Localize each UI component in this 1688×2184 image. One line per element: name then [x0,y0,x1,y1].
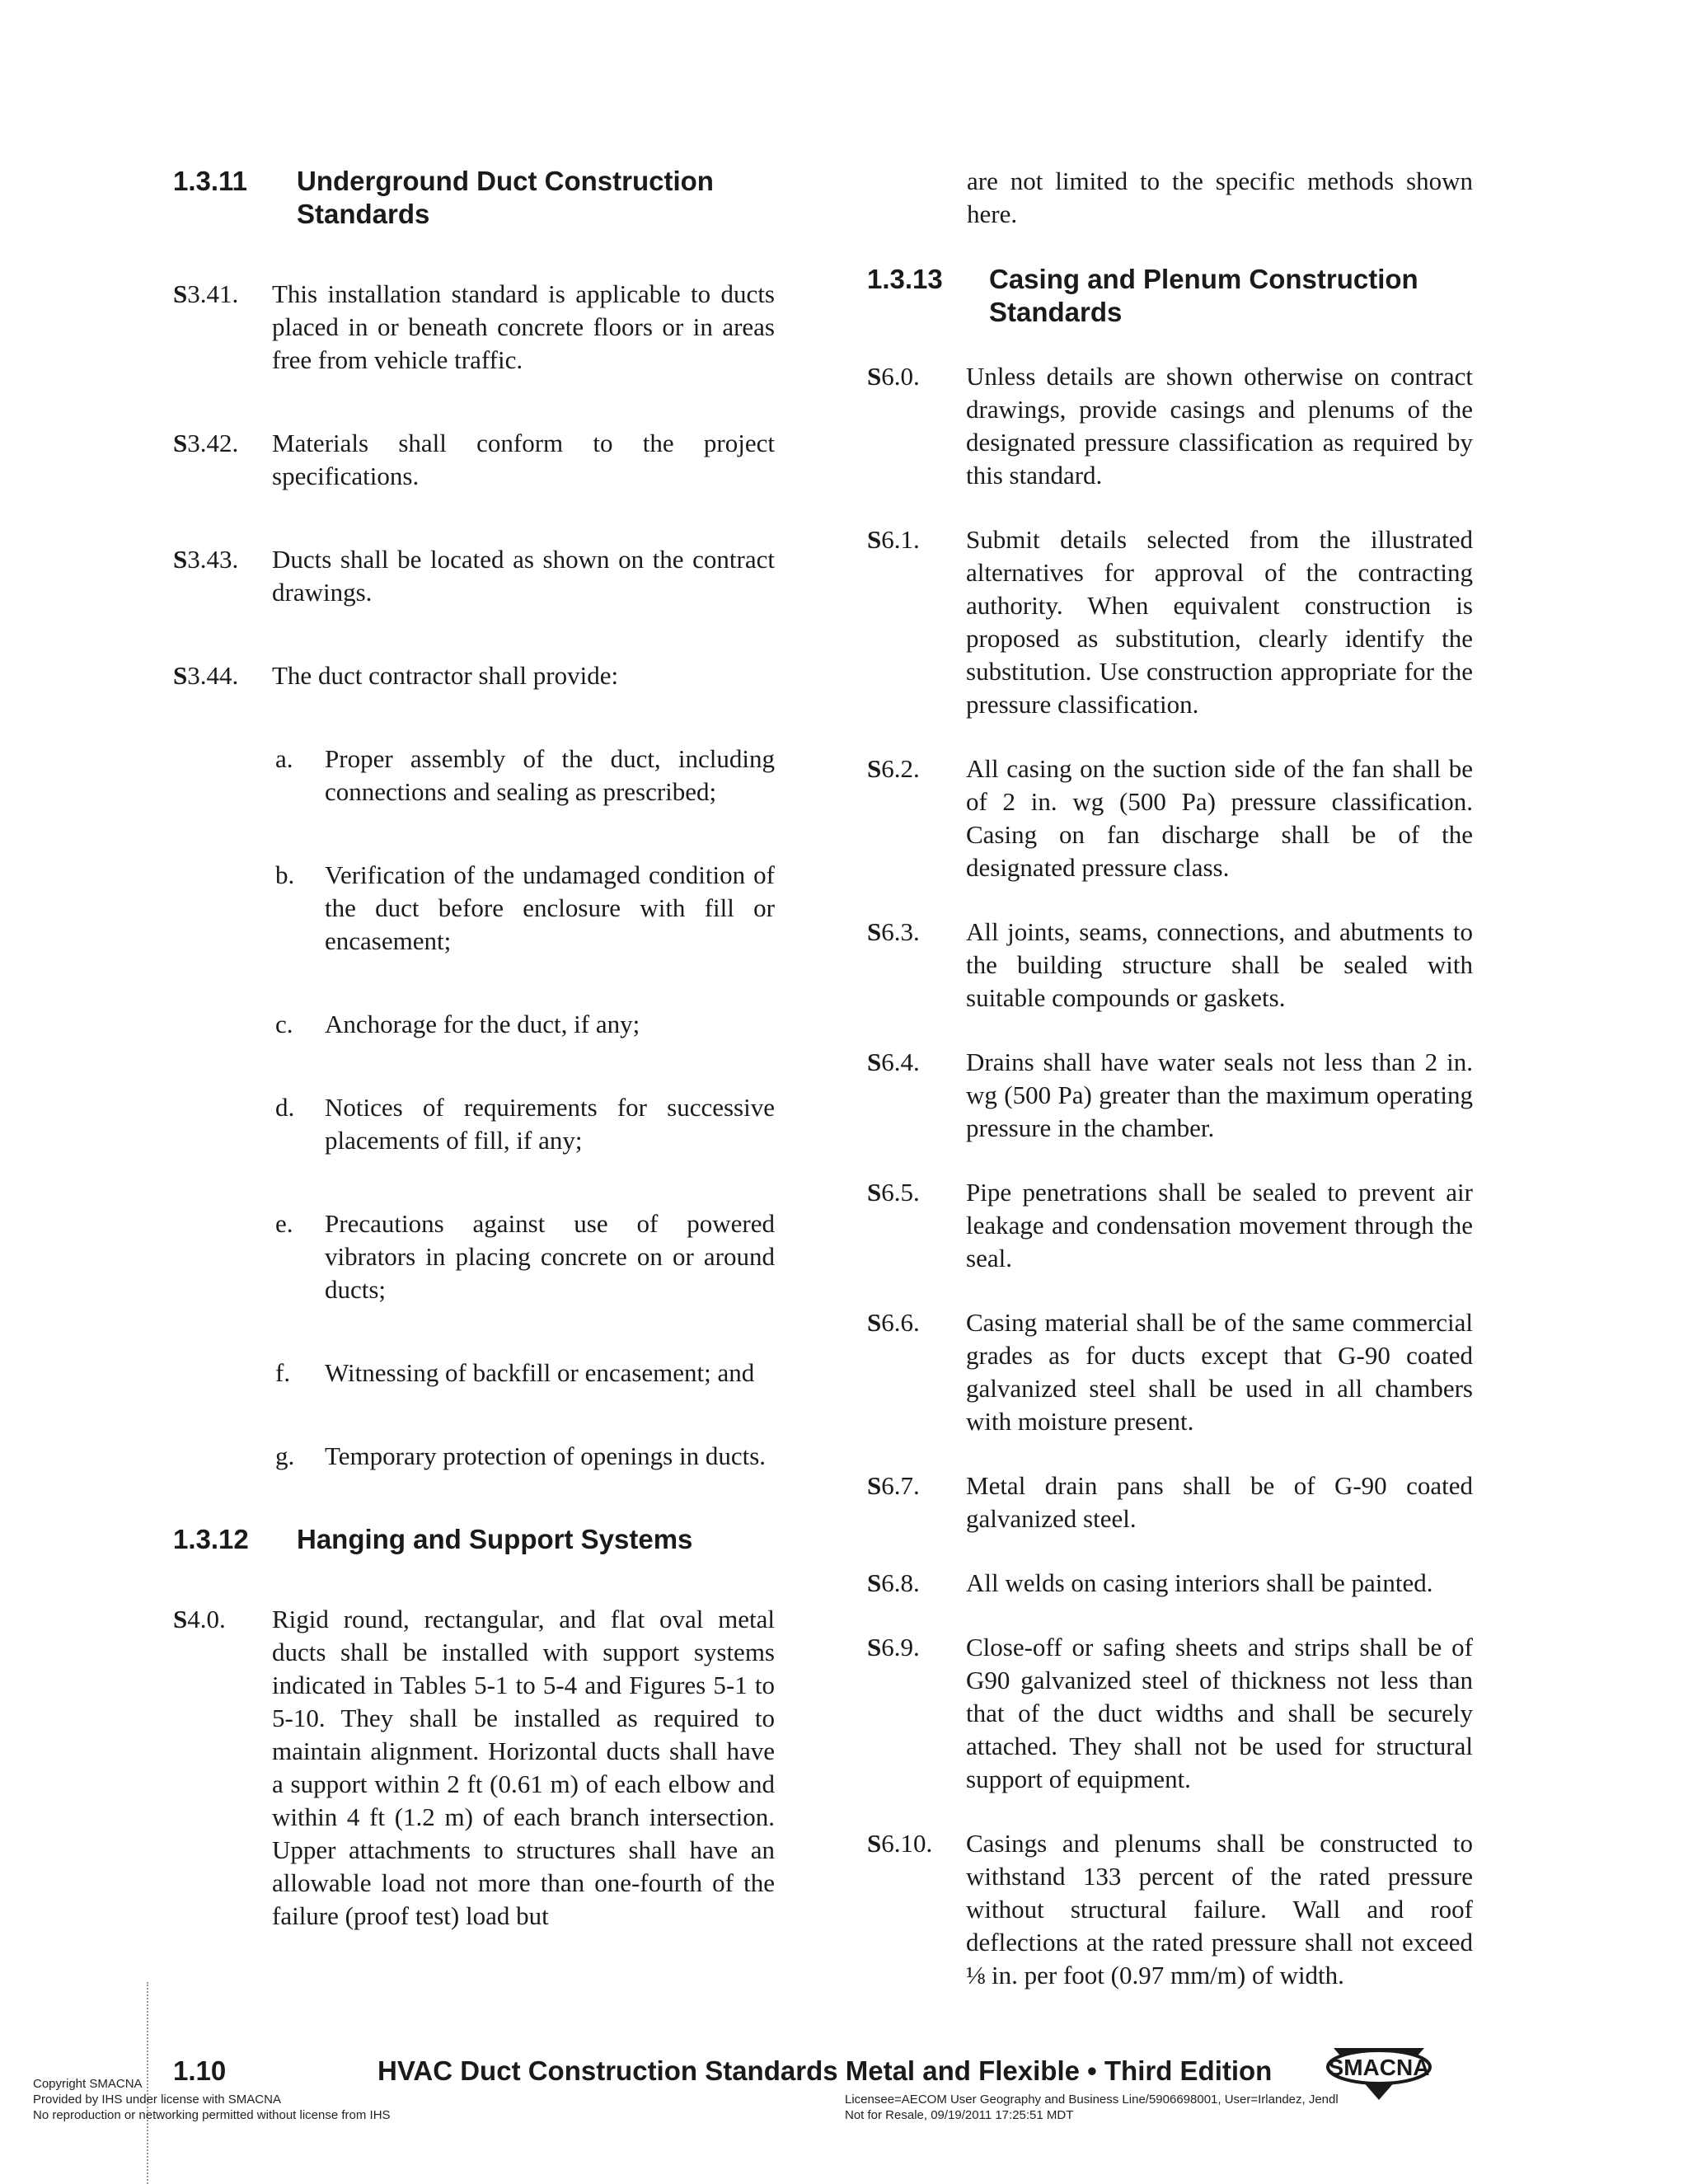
list-item-label: a. [275,744,293,773]
paragraph-text: Casings and plenums shall be constructed to withstand 133 percent of the rated pressure without structural failure. Wall and roof deflections at the rated pressure shall not exceed ⅛ in. per foot (0.97 mm/m) of width. [966,1829,1473,1990]
paragraph-s3-43 [173,543,775,609]
section-title: Casing and Plenum Construction Standards [989,264,1418,327]
section-number: 1.3.12 [173,1524,249,1554]
paragraph-label: S6.7. [867,1471,920,1500]
paragraph-text: Unless details are shown otherwise on contract drawings, provide casings and plenums of the designated pressure classification as required by this standard. [966,362,1473,490]
list-item-label: e. [275,1209,293,1238]
paragraph-text: All welds on casing interiors shall be painted. [966,1568,1433,1597]
list-item-g [275,1440,775,1473]
paragraph-text: Rigid round, rectangular, and flat oval metal ducts shall be installed with support systems indicated in Tables 5-1 to 5-4 and Figures 5-1 to 5-10. They shall be installed as required to maintain alignment. Horizontal ducts shall have a support within 2 ft (0.61 m) of each elbow and within 4 ft (1.2 m) of each branch intersection. Upper attachments to structures shall have an allowable load not more than one-fourth of the failure (proof test) load but [272,1605,775,1930]
list-item-label: b. [275,860,295,889]
section-heading-1-3-11 [173,165,775,231]
paragraph-s6-2 [867,752,1473,884]
section-title: Underground Duct Construction Standards [297,166,714,229]
paragraph-label: S6.4. [867,1047,920,1076]
paragraph-label: S3.44. [173,661,239,690]
paragraph-text: All casing on the suction side of the fan shall be of 2 in. wg (500 Pa) pressure classification. Casing on fan discharge shall be of the designated pressure class. [966,754,1473,882]
paragraph-s6-8 [867,1567,1473,1600]
list-item-a [275,743,775,808]
list-item-text: Verification of the undamaged condition of the duct before enclosure with fill or encasement; [325,860,775,955]
paragraph-text: Metal drain pans shall be of G-90 coated galvanized steel. [966,1471,1473,1533]
list-item-text: Proper assembly of the duct, including connections and sealing as prescribed; [325,744,775,806]
list-item-text: Anchorage for the duct, if any; [325,1010,640,1038]
paragraph-s3-44 [173,659,775,692]
paragraph-label: S6.6. [867,1308,920,1337]
paragraph-label: S6.9. [867,1633,920,1661]
list-item-text: Precautions against use of powered vibrators in placing concrete on or around ducts; [325,1209,775,1304]
paragraph-s6-6 [867,1306,1473,1438]
paragraph-text: The duct contractor shall provide: [272,661,619,690]
paragraph-label: S4.0. [173,1605,226,1633]
paragraph-label: S6.1. [867,525,920,554]
paragraph-label: S6.5. [867,1178,920,1207]
left-column [173,165,775,1933]
paragraph-label: S6.2. [867,754,920,783]
paragraph-label: S6.10. [867,1829,933,1858]
paragraph-s3-42 [173,427,775,493]
list-item-f [275,1357,775,1390]
paragraph-s6-4 [867,1046,1473,1145]
copyright-stamp: Copyright SMACNA Provided by IHS under license with SMACNA No reproduction or networking permitted without license from IHS [33,2077,391,2122]
list-item-text: Notices of requirements for successive placements of fill, if any; [325,1093,775,1155]
logo-text: SMACNA [1328,2055,1430,2080]
paragraph-text: Close-off or safing sheets and strips shall be of G90 galvanized steel of thickness not less than that of the duct widths and shall be securely attached. They shall not be used for structural support of equipment. [966,1633,1473,1793]
paragraph-s4-0 [173,1603,775,1933]
paragraph-label: S6.3. [867,917,920,946]
paragraph-s6-3 [867,916,1473,1015]
list-item-label: c. [275,1010,293,1038]
paragraph-s6-1 [867,523,1473,721]
page-number: 1.10 [173,2055,227,2086]
continuation-text: are not limited to the specific methods shown here. [967,166,1473,228]
list-item-label: d. [275,1093,295,1122]
paragraph-text: This installation standard is applicable to ducts placed in or beneath concrete floors or in areas free from vehicle traffic. [272,279,775,374]
paragraph-s6-5 [867,1176,1473,1275]
list-item-e [275,1207,775,1306]
paragraph-s6-10 [867,1827,1473,1992]
footer-title: HVAC Duct Construction Standards Metal and Flexible • Third Edition [377,2055,1273,2086]
paragraph-s6-0 [867,360,1473,492]
section-heading-1-3-12 [173,1523,775,1556]
paragraph-s6-9 [867,1631,1473,1796]
license-stamp: Licensee=AECOM User Geography and Business Line/5906698001, User=Irlandez, Jendl Not for Resale, 09/19/2011 17:25:51 MDT [845,2093,1339,2122]
section-title: Hanging and Support Systems [297,1524,693,1554]
section-number: 1.3.13 [867,264,943,294]
paragraph-label: S6.0. [867,362,920,391]
paragraph-text: Drains shall have water seals not less than 2 in. wg (500 Pa) greater than the maximum operating pressure in the chamber. [966,1047,1473,1142]
section-number: 1.3.11 [173,166,247,196]
smacna-logo [1325,2044,1432,2102]
list-item-b [275,859,775,958]
paragraph-s3-41 [173,278,775,377]
list-item-text: Witnessing of backfill or encasement; and [325,1358,755,1387]
paragraph-text: Ducts shall be located as shown on the contract drawings. [272,545,775,607]
list-item-label: f. [275,1358,291,1387]
paragraph-text: Pipe penetrations shall be sealed to prevent air leakage and condensation movement through the seal. [966,1178,1473,1272]
paragraph-label: S3.41. [173,279,239,308]
section-heading-1-3-13 [867,263,1473,329]
list-item-label: g. [275,1441,295,1470]
list-item-c [275,1008,775,1041]
paragraph-text: Materials shall conform to the project specifications. [272,429,775,490]
paragraph-s6-7 [867,1469,1473,1535]
paragraph-label: S3.43. [173,545,239,574]
right-column [867,165,1473,1992]
list-item-d [275,1091,775,1157]
paragraph-text: Casing material shall be of the same commercial grades as for ducts except that G-90 coated galvanized steel shall be used in all chambers with moisture present. [966,1308,1473,1436]
list-item-text: Temporary protection of openings in ducts. [325,1441,767,1470]
paragraph-label: S6.8. [867,1568,920,1597]
paragraph-text: Submit details selected from the illustrated alternatives for approval of the contracting authority. When equivalent construction is proposed as substitution, clearly identify the substitution. Use construction appropriate for the pressure classification. [966,525,1473,719]
paragraph-text: All joints, seams, connections, and abutments to the building structure shall be sealed with suitable compounds or gaskets. [966,917,1473,1012]
paragraph-label: S3.42. [173,429,239,457]
